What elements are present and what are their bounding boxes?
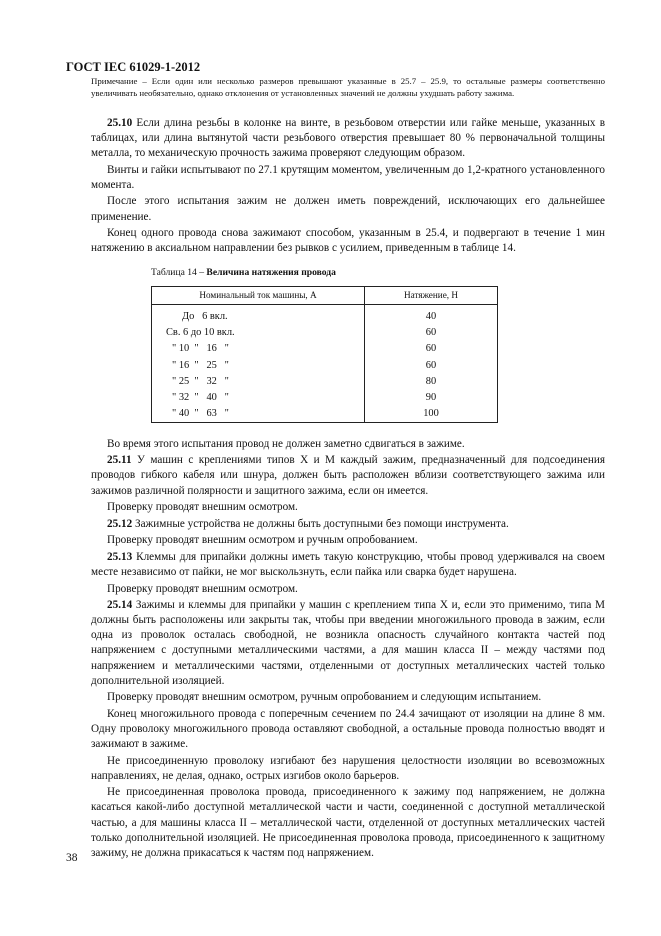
paragraph-text: Клеммы для припайки должны иметь такую конструкцию, чтобы провод удерживался на своем месте независимо от пайки, не мог выскользнуть, если пайка или сварка будет нарушена. [91,550,605,578]
paragraph-text: Не присоединенную проволоку изгибают без нарушения целостности изоляции во всевозможных направлениях, не делая, однако, острых изгибов около барьеров. [91,754,605,782]
clause-number: 25.12 [107,517,133,530]
paragraph-text: Винты и гайки испытывают по 27.1 крутящим моментом, увеличенным до 1,2-кратного установленного момента. [91,163,605,191]
cell-tension: 90 [365,389,498,405]
document-body [91,116,605,862]
paragraph-text: У машин с креплениями типов Х и М каждый зажим, предназначенный для подсоединения проводов гибкого кабеля или шнура, должен быть расположен вблизи соответствующего зажима или зажимов различной полярности и защитного зажима, если он имеется. [91,454,605,497]
paragraph [91,500,605,515]
table-row [152,341,498,357]
clause-number: 25.14 [107,599,133,612]
paragraph [91,754,605,784]
table-row [152,305,498,325]
table-header-current: Номинальный ток машины, А [152,287,365,305]
paragraph-text: Зажимы и клеммы для припайки у машин с креплением типа Х и, если это применимо, типа М должны быть расположены или закрыты так, чтобы при введении многожильного провода в зажим, если одна из проволок осталась свободной, не возникла опасность случайного контакта частей под напряжением с доступными металлическими частями, а для машин класса II – между частями под напряжением и металлическими частями, отделенными от доступных металлических частей только дополнительной изоляцией. [91,599,605,687]
table-caption-title: Величина натяжения провода [206,267,336,279]
table-row [152,389,498,405]
table-row [152,325,498,341]
paragraph-text: Проверку проводят внешним осмотром, ручным опробованием и следующим испытанием. [107,691,542,704]
paragraph-text: Проверку проводят внешним осмотром и ручным опробованием. [107,534,418,547]
paragraph [91,785,605,860]
paragraph [91,437,605,452]
paragraph [91,598,605,689]
table-header-row [152,287,498,305]
paragraph [91,550,605,580]
table-caption [151,265,605,280]
tension-table [151,286,498,422]
paragraph [91,533,605,548]
paragraph-text: Конец одного провода снова зажимают способом, указанным в 25.4, и подвергают в течение 1 мин натяжению в аксиальном направлении без рывков с усилием, приведенным в таблице 14. [91,227,605,255]
cell-current: До 6 вкл. [152,305,365,325]
paragraphs-top [91,116,605,256]
clause-number: 25.11 [107,454,132,467]
paragraph [91,226,605,256]
paragraph [91,116,605,161]
note: Примечание – Если один или несколько размеров превышают указанные в 25.7 – 25.9, то остальные размеры соответственно увеличивать необязательно, однако отклонения от установленных значений не должны ухудшать работу зажима. [91,76,605,98]
paragraph [91,453,605,498]
paragraph [91,194,605,224]
cell-current: " 40 " 63 " [152,406,365,423]
table-14 [151,265,605,422]
cell-current: " 16 " 25 " [152,357,365,373]
cell-current: Св. 6 до 10 вкл. [152,325,365,341]
page-number: 38 [66,852,78,864]
document-header: ГОСТ IEC 61029-1-2012 [66,60,201,74]
table-body [152,305,498,422]
paragraph-text: Зажимные устройства не должны быть доступными без помощи инструмента. [132,517,509,530]
paragraph-text: Проверку проводят внешним осмотром. [107,582,298,595]
cell-tension: 40 [365,305,498,325]
cell-current: " 10 " 16 " [152,341,365,357]
paragraphs-bottom [91,437,605,861]
cell-tension: 60 [365,341,498,357]
cell-tension: 60 [365,357,498,373]
paragraph-text: Во время этого испытания провод не должен заметно сдвигаться в зажиме. [107,437,465,450]
table-row [152,406,498,423]
clause-number: 25.10 [107,117,133,129]
paragraph [91,582,605,597]
cell-tension: 80 [365,373,498,389]
table-row [152,357,498,373]
cell-tension: 100 [365,406,498,423]
paragraph-text: Проверку проводят внешним осмотром. [107,501,298,514]
paragraph-text: Конец многожильного провода с поперечным сечением по 24.4 зачищают от изоляции на длине 8 мм. Одну проволоку многожильного провода оставляют свободной, а остальные провода полностью вводят и зажимают в зажиме. [91,707,605,751]
table-header-tension: Натяжение, Н [365,287,498,305]
paragraph [91,690,605,705]
cell-current: " 25 " 32 " [152,373,365,389]
cell-current: " 32 " 40 " [152,389,365,405]
clause-number: 25.13 [107,550,133,563]
cell-tension: 60 [365,325,498,341]
paragraph [91,163,605,193]
table-caption-prefix: Таблица 14 – [151,267,207,279]
paragraph [91,517,605,532]
table-row [152,373,498,389]
paragraph [91,707,605,752]
paragraph-text: Если длина резьбы в колонке на винте, в резьбовом отверстии или гайке меньше, указанных в таблицах, или длина вытянутой части резьбового отверстия превышает 80 % первоначальной толщины металла, то механическую прочность зажима проверяют следующим образом. [91,117,605,160]
paragraph-text: Не присоединенная проволока провода, присоединенного к зажиму под напряжением, не должна касаться какой-либо доступной металлической части и части, соединенной с доступной металлической частью, а для машины класса II – металлической части, отделенной от доступных металлических частей только дополнительной изоляцией. Не присоединенная проволока провода, присоединенного к защитному зажиму, не должна прикасаться к частям под напряжением. [91,786,605,859]
paragraph-text: После этого испытания зажим не должен иметь повреждений, исключающих его дальнейшее применение. [91,195,605,223]
